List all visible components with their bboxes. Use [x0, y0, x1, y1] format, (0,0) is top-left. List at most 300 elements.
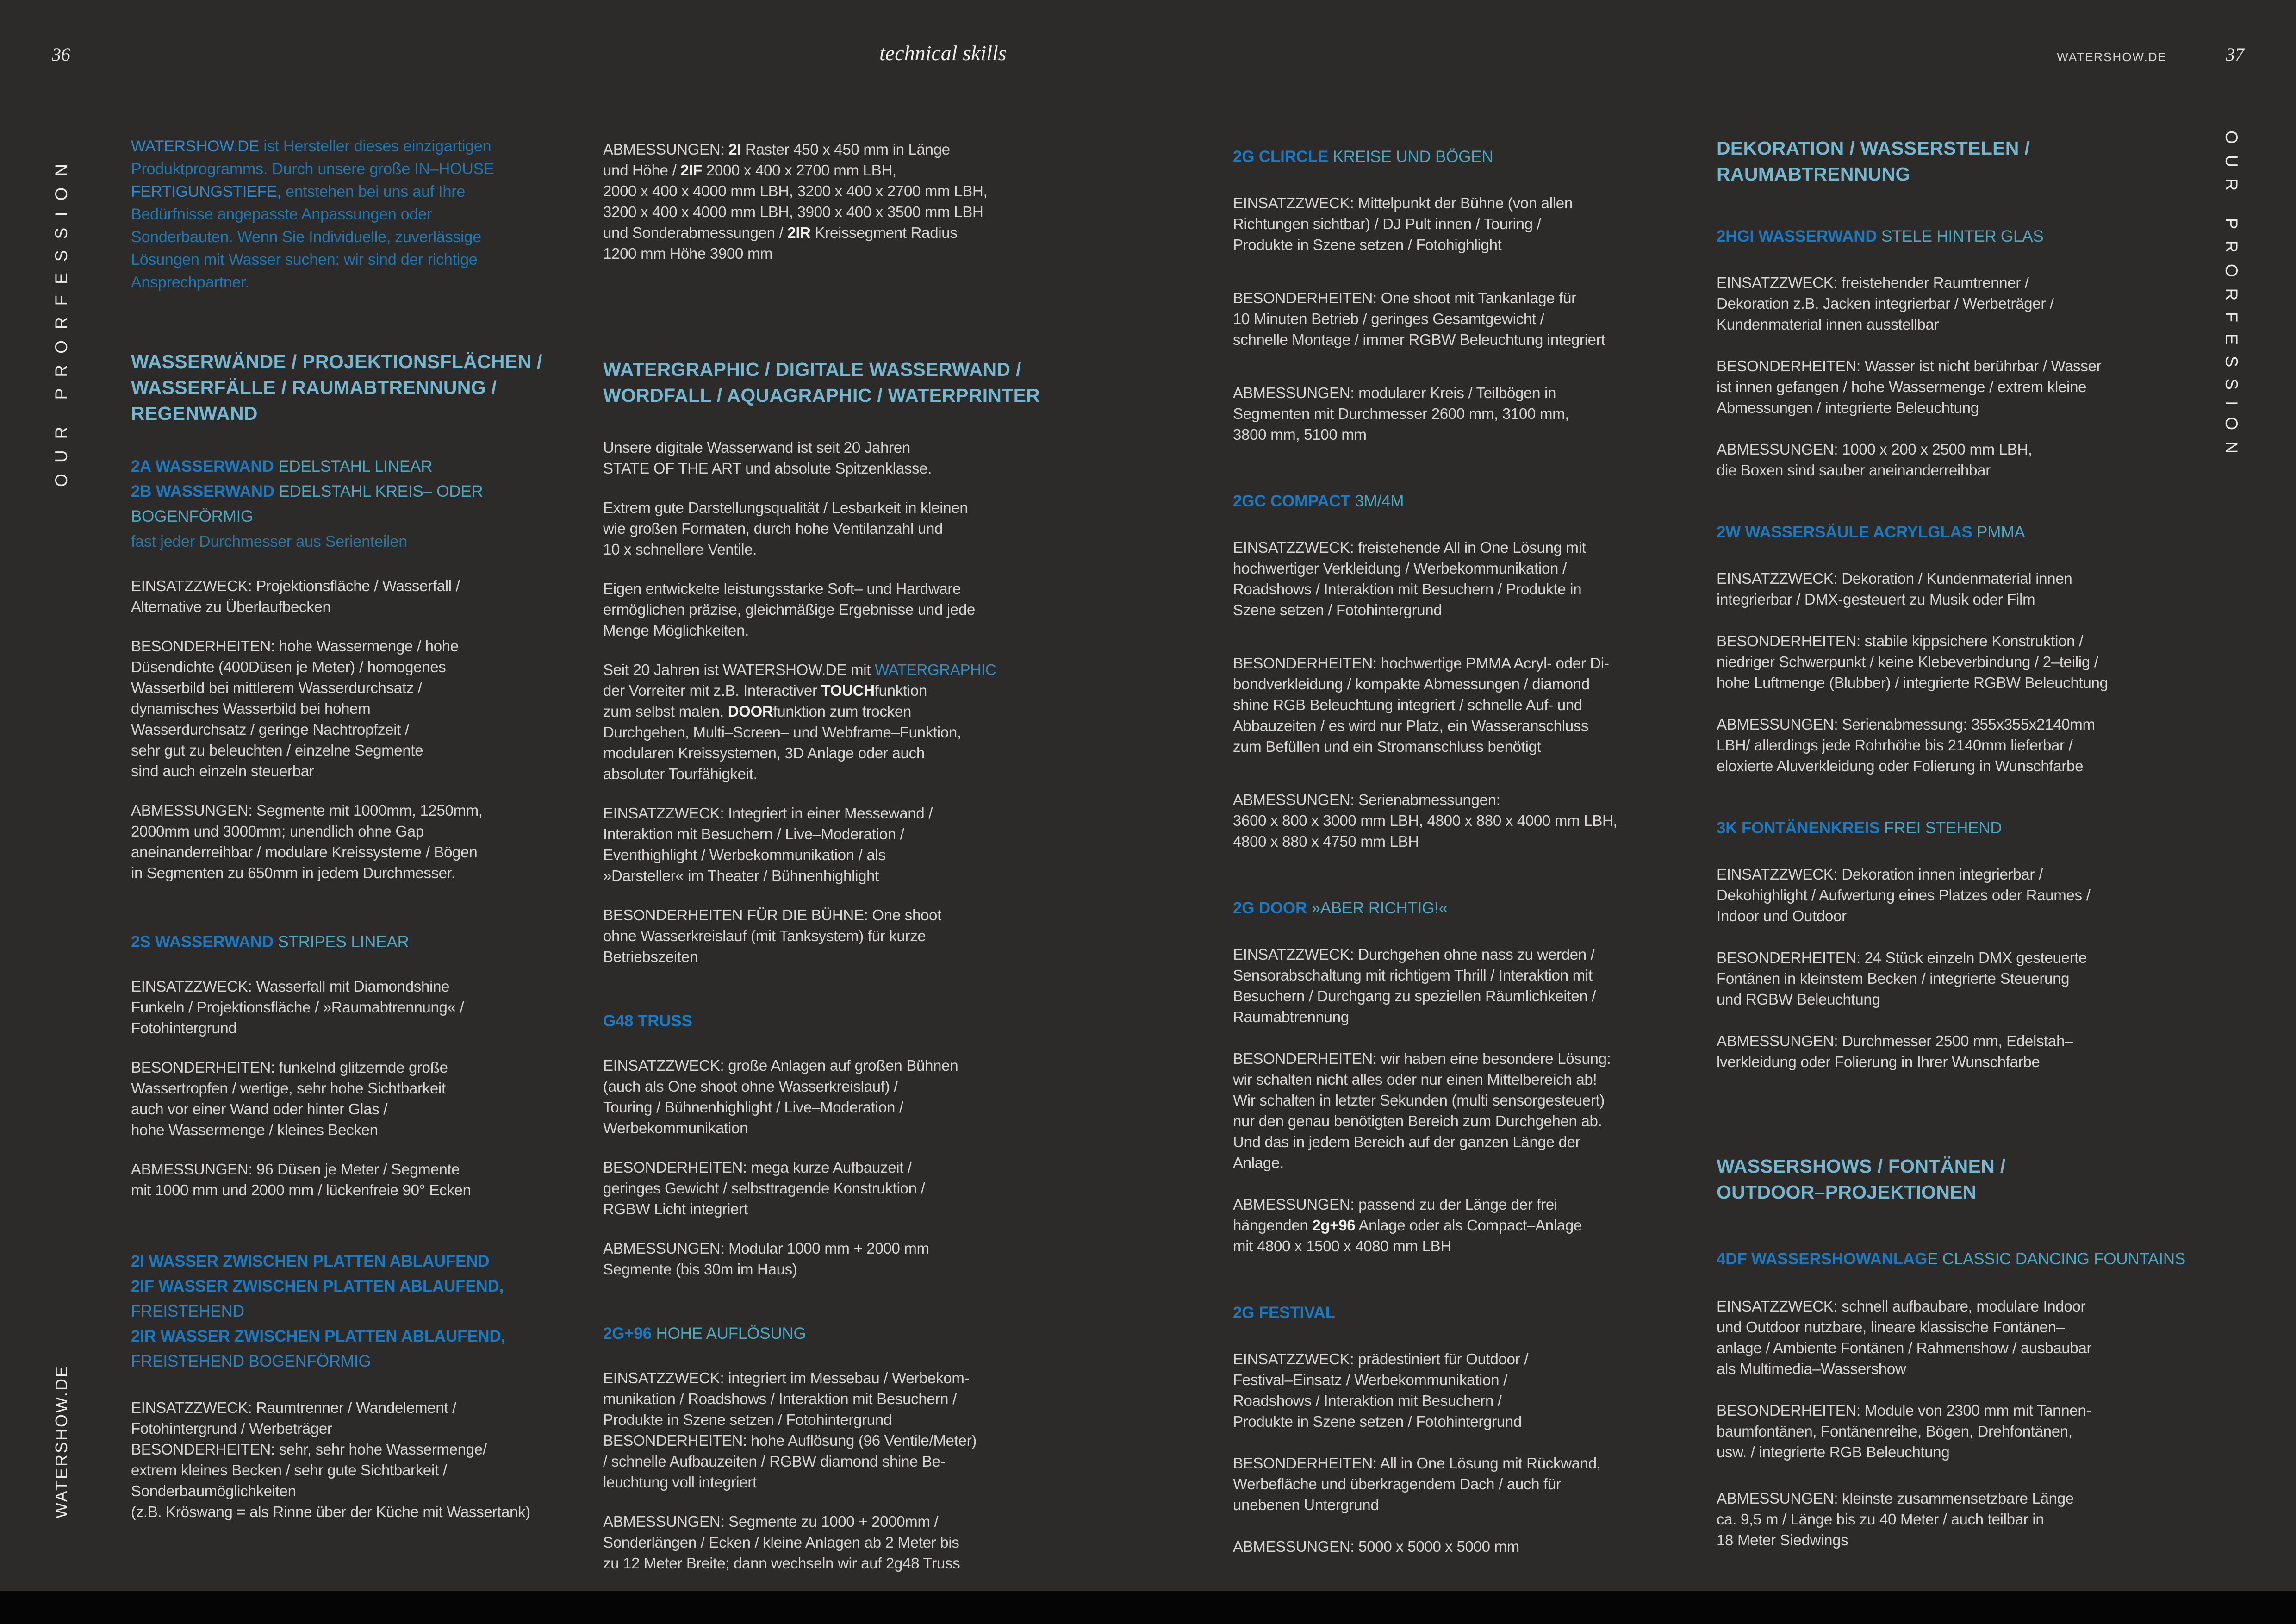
text-segment: EINSATZZWECK: freistehende All in One Lösung mit — [1233, 539, 1586, 556]
text-block — [1233, 1194, 1705, 1256]
text-line — [1717, 906, 2193, 926]
text-segment: Extrem gute Darstellungsqualität / Lesbarkeit in kleinen — [603, 499, 968, 516]
text-line — [131, 1439, 594, 1460]
text-segment: Lösungen mit Wasser suchen: wir sind der richtige — [131, 251, 478, 269]
text-segment: 2A WASSERWAND — [131, 457, 274, 475]
text-line — [603, 518, 1070, 539]
text-segment: Alternative zu Überlaufbecken — [131, 598, 331, 615]
text-segment: BESONDERHEITEN: mega kurze Aufbauzeit / — [603, 1159, 912, 1176]
text-segment: DOOR — [728, 703, 773, 720]
text-segment: hochwertiger Verkleidung / Werbekommunikation / — [1233, 560, 1567, 577]
text-segment: ABMESSUNGEN: — [603, 141, 729, 158]
text-segment: EINSATZZWECK: integriert im Messebau / Werbekom- — [603, 1369, 970, 1387]
text-block — [1233, 789, 1705, 852]
text-segment: Indoor und Outdoor — [1717, 907, 1847, 924]
text-segment: Besuchern / Durchgang zu speziellen Räumlichkeiten / — [1233, 987, 1596, 1005]
text-segment: Eigen entwickelte leistungsstarke Soft– und Hardware — [603, 580, 961, 597]
text-block — [1233, 489, 1705, 514]
text-segment: STELE HINTER GLAS — [1877, 227, 2044, 245]
text-segment: funktion zum trocken — [773, 703, 911, 720]
text-segment: anlage / Ambiente Fontänen / Rahmenshow / ausbaubar — [1717, 1339, 2092, 1356]
text-line — [1233, 1390, 1705, 1411]
text-segment: Betriebszeiten — [603, 948, 698, 965]
text-line — [603, 578, 1070, 599]
text-line — [131, 761, 594, 781]
text-segment: EINSATZZWECK: Raumtrenner / Wandelement / — [131, 1399, 456, 1416]
text-line — [1233, 329, 1705, 350]
text-segment: Festival–Einsatz / Werbekommunikation / — [1233, 1371, 1507, 1388]
text-segment: fast jeder Durchmesser aus Serienteilen — [131, 533, 407, 550]
text-line — [603, 1157, 1070, 1178]
text-line — [603, 1178, 1070, 1199]
text-block — [1233, 1453, 1705, 1515]
text-line — [603, 497, 1070, 518]
text-segment: 2IF WASSER ZWISCHEN PLATTEN ABLAUFEND, — [131, 1277, 504, 1295]
text-line — [1717, 314, 2193, 335]
text-segment: BESONDERHEITEN FÜR DIE BÜHNE: One shoot — [603, 906, 941, 924]
text-block — [603, 1157, 1070, 1219]
text-line — [603, 824, 1070, 844]
text-segment: Seit 20 Jahren ist WATERSHOW.DE mit — [603, 661, 875, 678]
text-line — [603, 1430, 1070, 1451]
text-segment: 2I WASSER ZWISCHEN PLATTEN ABLAUFEND — [131, 1252, 490, 1270]
text-segment: Raumabtrennung — [1233, 1008, 1349, 1025]
text-line — [1233, 736, 1705, 757]
text-segment: BESONDERHEITEN: hohe Wassermenge / hohe — [131, 637, 459, 655]
text-segment: 2000 x 400 x 4000 mm LBH, 3200 x 400 x 2700 mm LBH, — [603, 182, 988, 200]
text-segment: ABMESSUNGEN: 5000 x 5000 x 5000 mm — [1233, 1538, 1519, 1555]
text-block — [1717, 135, 2193, 187]
text-segment: hängenden — [1233, 1217, 1313, 1234]
text-segment: 4DF WASSERSHOWANLAG — [1717, 1250, 1928, 1268]
text-segment: ohne Wasserkreislauf (mit Tanksystem) für kurze — [603, 927, 926, 944]
text-block — [131, 1397, 594, 1522]
text-line — [131, 1099, 594, 1119]
text-line — [603, 356, 1070, 382]
text-segment: Sensorabschaltung mit richtigem Thrill / Interaktion mit — [1233, 967, 1593, 984]
text-line — [1233, 831, 1705, 852]
text-line — [1233, 287, 1705, 308]
text-line — [603, 1388, 1070, 1409]
text-segment: 1200 mm Höhe 3900 mm — [603, 245, 773, 262]
text-segment: 3800 mm, 5100 mm — [1233, 426, 1367, 443]
text-segment: 3200 x 400 x 4000 mm LBH, 3900 x 400 x 3500 mm LBH — [603, 203, 983, 220]
text-line — [1717, 1031, 2193, 1051]
text-segment: BESONDERHEITEN: wir haben eine besondere Lösung: — [1233, 1050, 1611, 1067]
text-block — [603, 139, 1070, 264]
text-line — [603, 803, 1070, 824]
text-line — [1717, 1179, 2193, 1205]
text-segment: Wasserdurchsatz / geringe Nachtropfzeit / — [131, 721, 409, 738]
text-segment: Menge Möglichkeiten. — [603, 622, 749, 639]
text-segment: WASSERSHOWS / FONTÄNEN / — [1717, 1156, 2006, 1177]
text-line — [603, 743, 1070, 763]
text-line — [1717, 735, 2193, 756]
text-line — [603, 1511, 1070, 1532]
text-line — [1717, 1509, 2193, 1530]
text-segment: Segmente (bis 30m im Haus) — [603, 1261, 797, 1278]
text-segment: 2HGI WASSERWAND — [1717, 227, 1877, 245]
text-block — [131, 1057, 594, 1140]
text-line — [131, 375, 594, 400]
text-line — [131, 575, 594, 596]
text-line — [131, 842, 594, 862]
text-line — [1717, 397, 2193, 418]
text-segment: Interaktion mit Besuchern / Live–Moderation / — [603, 825, 904, 843]
text-line — [603, 1238, 1070, 1259]
text-segment: 2IF — [680, 162, 703, 179]
text-segment: HOHE AUFLÖSUNG — [652, 1324, 806, 1343]
text-block — [603, 1368, 1070, 1493]
text-segment: Roadshows / Interaktion mit Besuchern / Produkte in — [1233, 581, 1582, 598]
text-segment: BESONDERHEITEN: Wasser ist nicht berührbar / Wasser — [1717, 357, 2102, 375]
text-segment: BESONDERHEITEN: hohe Auflösung (96 Ventile/Meter) — [603, 1432, 977, 1449]
text-segment: Sonderbaumöglichkeiten — [131, 1482, 296, 1499]
text-segment: ABMESSUNGEN: kleinste zusammensetzbare Länge — [1717, 1490, 2074, 1507]
text-line — [603, 437, 1070, 458]
text-segment: WATERGRAPHIC / DIGITALE WASSERWAND / — [603, 359, 1021, 380]
text-segment: »Darsteller« im Theater / Bühnenhighlight — [603, 867, 879, 884]
text-line — [1233, 193, 1705, 213]
column-4 — [1717, 135, 2193, 1550]
text-segment: PMMA — [1972, 523, 2025, 541]
text-block — [1717, 631, 2193, 693]
text-segment: Anlage oder als Compact–Anlage — [1355, 1217, 1582, 1234]
text-segment: BESONDERHEITEN: One shoot mit Tankanlage für — [1233, 289, 1576, 306]
text-segment: Kreissegment Radius — [810, 224, 958, 241]
text-segment: / schnelle Aufbauzeiten / RGBW diamond shine Be- — [603, 1453, 946, 1470]
text-block — [603, 803, 1070, 886]
text-segment: ermöglichen präzise, gleichmäßige Ergebnisse und jede — [603, 601, 976, 618]
text-block — [131, 454, 594, 554]
text-line — [603, 905, 1070, 925]
text-line — [131, 1349, 594, 1374]
text-line — [603, 1472, 1070, 1493]
text-line — [1233, 1131, 1705, 1152]
text-segment: G48 TRUSS — [603, 1012, 692, 1030]
text-block — [1717, 816, 2193, 841]
text-line — [603, 1321, 1070, 1346]
text-line — [1717, 756, 2193, 776]
text-block — [603, 1321, 1070, 1346]
text-segment: EINSATZZWECK: prädestiniert für Outdoor / — [1233, 1350, 1529, 1368]
text-segment: STRIPES LINEAR — [273, 933, 409, 951]
text-segment: Segmenten mit Durchmesser 2600 mm, 3100 mm, — [1233, 405, 1569, 422]
text-segment: Fotohintergrund / Werbeträger — [131, 1420, 332, 1437]
text-block — [603, 578, 1070, 641]
text-line — [131, 1501, 594, 1522]
text-segment: hohe Luftmenge (Blubber) / integrierte RGBW Beleuchtung — [1717, 674, 2108, 691]
text-segment: 2IR — [787, 224, 811, 241]
text-line — [1717, 968, 2193, 989]
text-segment: ist innen gefangen / hohe Wassermenge / extrem kleine — [1717, 378, 2087, 395]
text-line — [131, 1119, 594, 1140]
text-segment: nur den genau benötigten Bereich zum Durchgehen ab. — [1233, 1112, 1602, 1130]
text-block — [1717, 714, 2193, 776]
text-line — [603, 1055, 1070, 1076]
text-line — [1717, 947, 2193, 968]
text-block — [1233, 1300, 1705, 1325]
text-line — [1233, 424, 1705, 445]
text-line — [603, 160, 1070, 181]
text-segment: ABMESSUNGEN: modularer Kreis / Teilbögen in — [1233, 384, 1556, 401]
text-line — [131, 698, 594, 719]
text-line — [603, 243, 1070, 264]
text-segment: wie großen Formaten, durch hohe Ventilanzahl und — [603, 520, 943, 537]
text-line — [1717, 1400, 2193, 1421]
text-segment: ABMESSUNGEN: Durchmesser 2500 mm, Edelstah– — [1717, 1032, 2073, 1049]
text-segment: E CLASSIC DANCING FOUNTAINS — [1927, 1250, 2186, 1268]
text-block — [1233, 1048, 1705, 1173]
text-line — [131, 1397, 594, 1418]
text-line — [1233, 558, 1705, 579]
text-segment: LBH/ allerdings jede Rohrhöhe bis 2140mm lieferbar / — [1717, 737, 2073, 754]
text-line — [603, 1076, 1070, 1097]
column-1 — [131, 135, 594, 1522]
text-block — [1233, 537, 1705, 620]
text-segment: Sonderbauten. Wenn Sie Individuelle, zuverlässige — [131, 228, 481, 246]
text-line — [1233, 382, 1705, 403]
text-block — [131, 575, 594, 617]
text-line — [1233, 1069, 1705, 1090]
text-segment: modularen Kreissystemen, 3D Anlage oder auch — [603, 744, 925, 762]
text-line — [1233, 1411, 1705, 1432]
text-segment: 2G DOOR — [1233, 899, 1307, 917]
bottom-bar — [0, 1591, 2296, 1624]
text-block — [131, 349, 594, 426]
text-line — [1233, 1494, 1705, 1515]
text-block — [1717, 864, 2193, 926]
text-line — [1717, 885, 2193, 906]
text-line — [131, 719, 594, 740]
text-segment: Eventhighlight / Werbekommunikation / als — [603, 846, 886, 863]
text-segment: ABMESSUNGEN: Serienabmessungen: — [1233, 791, 1500, 808]
text-segment: entstehen bei uns auf Ihre — [281, 183, 466, 200]
text-line — [131, 349, 594, 375]
text-block — [603, 1055, 1070, 1138]
text-segment: zu 12 Meter Breite; dann wechseln wir auf 2g48 Truss — [603, 1555, 960, 1572]
text-segment: absoluter Tourfähigkeit. — [603, 765, 758, 782]
text-line — [603, 722, 1070, 743]
text-line — [1233, 789, 1705, 810]
text-segment: baumfontänen, Fontänenreihe, Bögen, Drehfontänen, — [1717, 1423, 2072, 1440]
text-line — [603, 382, 1070, 408]
text-line — [131, 862, 594, 883]
text-block — [1717, 568, 2193, 610]
text-line — [1233, 653, 1705, 674]
text-block — [603, 1009, 1070, 1034]
text-line — [131, 158, 594, 181]
text-line — [131, 930, 594, 955]
text-segment: FREISTEHEND BOGENFÖRMIG — [131, 1352, 371, 1370]
text-line — [1233, 1152, 1705, 1173]
text-segment: Produkte in Szene setzen / Fotohighlight — [1233, 236, 1502, 253]
text-line — [1233, 1090, 1705, 1111]
text-line — [131, 596, 594, 617]
text-segment: BESONDERHEITEN: 24 Stück einzeln DMX gesteuerte — [1717, 949, 2087, 966]
text-line — [1233, 234, 1705, 255]
text-line — [131, 181, 594, 203]
text-segment: Dekoration z.B. Jacken integrierbar / Werbeträger / — [1717, 295, 2054, 312]
text-line — [1717, 989, 2193, 1010]
text-segment: funktion — [874, 682, 927, 699]
text-line — [131, 1018, 594, 1038]
text-segment: munikation / Roadshows / Interaktion mit Besuchern / — [603, 1390, 957, 1407]
text-segment: Funkeln / Projektionsfläche / »Raumabtrennung« / — [131, 999, 464, 1016]
text-segment: 18 Meter Siedwings — [1717, 1531, 1848, 1549]
text-segment: (z.B. Kröswang = als Rinne über der Küche mit Wassertank) — [131, 1503, 530, 1520]
text-segment: zum Befüllen und ein Stromanschluss benötigt — [1233, 738, 1541, 755]
text-segment: und RGBW Beleuchtung — [1717, 991, 1880, 1008]
text-block — [1233, 1349, 1705, 1432]
text-line — [603, 680, 1070, 701]
text-segment: Dekohighlight / Aufwertung eines Platzes oder Raumes / — [1717, 887, 2091, 904]
text-line — [1717, 1358, 2193, 1379]
column-2 — [603, 139, 1070, 1574]
text-line — [131, 1460, 594, 1480]
text-line — [1233, 810, 1705, 831]
text-block — [1717, 1247, 2193, 1272]
text-segment: shine RGB Beleuchtung integriert / schnelle Auf- und — [1233, 696, 1582, 713]
text-segment: integrierbar / DMX-gesteuert zu Musik oder Film — [1717, 591, 2035, 608]
text-line — [1717, 631, 2193, 651]
text-segment: in Segmenten zu 650mm in jedem Durchmesser. — [131, 864, 455, 881]
text-block — [1717, 1488, 2193, 1550]
text-line — [131, 740, 594, 761]
text-segment: Richtungen sichtbar) / DJ Pult innen / Touring / — [1233, 215, 1541, 232]
text-line — [1717, 568, 2193, 589]
text-line — [131, 800, 594, 821]
text-segment: Wir schalten in letzter Sekunden (multi sensorgesteuert) — [1233, 1092, 1605, 1109]
text-segment: RAUMABTRENNUNG — [1717, 163, 1910, 185]
text-line — [1717, 161, 2193, 187]
text-line — [131, 997, 594, 1018]
text-segment: Szene setzen / Fotohintergrund — [1233, 601, 1442, 618]
text-line — [131, 1299, 594, 1324]
text-segment: BESONDERHEITEN: Module von 2300 mm mit Tannen- — [1717, 1402, 2091, 1419]
text-line — [603, 181, 1070, 201]
text-line — [1233, 579, 1705, 600]
text-segment: Produkte in Szene setzen / Fotohintergrund — [1233, 1413, 1522, 1430]
text-line — [1233, 213, 1705, 234]
text-line — [131, 1480, 594, 1501]
text-segment: EINSATZZWECK: Integriert in einer Messewand / — [603, 805, 933, 822]
text-block — [1717, 520, 2193, 545]
text-block — [1717, 224, 2193, 249]
text-line — [1717, 1488, 2193, 1509]
text-line — [1233, 1236, 1705, 1256]
text-segment: Fotohintergrund — [131, 1019, 237, 1037]
text-segment: 4800 x 880 x 4750 mm LBH — [1233, 833, 1419, 850]
text-segment: Raster 450 x 450 mm in Länge — [741, 141, 950, 158]
text-line — [131, 1180, 594, 1200]
text-segment: 2S WASSERWAND — [131, 933, 274, 951]
text-line — [1717, 224, 2193, 249]
text-line — [1233, 1300, 1705, 1325]
text-block — [1717, 1296, 2193, 1379]
text-line — [603, 1199, 1070, 1219]
text-segment: Wasserbild bei mittlerem Wasserdurchsatz / — [131, 679, 422, 696]
text-block — [1717, 947, 2193, 1010]
text-line — [603, 222, 1070, 243]
text-line — [603, 1259, 1070, 1280]
text-block — [1233, 193, 1705, 255]
text-block — [1233, 653, 1705, 757]
text-line — [131, 135, 594, 158]
text-line — [603, 620, 1070, 641]
text-line — [1233, 489, 1705, 514]
text-segment: Düsendichte (400Düsen je Meter) / homogenes — [131, 658, 446, 675]
text-segment: ist Hersteller dieses einzigartigen — [259, 137, 492, 155]
text-line — [1717, 1051, 2193, 1072]
text-segment: WASSERWÄNDE / PROJEKTIONSFLÄCHEN / — [131, 351, 542, 372]
text-line — [603, 1097, 1070, 1118]
text-segment: 3M/4M — [1350, 492, 1404, 510]
text-segment: als Multimedia–Wassershow — [1717, 1360, 1906, 1377]
text-line — [1717, 272, 2193, 293]
text-block — [1717, 1153, 2193, 1205]
text-segment: bondverkleidung / kompakte Abmessungen / diamond — [1233, 675, 1590, 693]
text-line — [1717, 439, 2193, 460]
text-line — [1717, 672, 2193, 693]
text-block — [603, 1511, 1070, 1574]
text-segment: EINSATZZWECK: Durchgehen ohne nass zu werden / — [1233, 946, 1595, 963]
text-line — [131, 1274, 594, 1299]
text-line — [131, 226, 594, 249]
text-line — [1233, 1111, 1705, 1131]
text-segment: Sonderlängen / Ecken / kleine Anlagen ab 2 Meter bis — [603, 1534, 959, 1551]
text-segment: 3600 x 800 x 3000 mm LBH, 4800 x 880 x 4000 mm LBH, — [1233, 812, 1618, 829]
text-block — [1717, 439, 2193, 481]
text-block — [1717, 1031, 2193, 1072]
text-line — [1717, 1530, 2193, 1550]
text-segment: ABMESSUNGEN: Modular 1000 mm + 2000 mm — [603, 1240, 929, 1257]
text-line — [131, 271, 594, 294]
text-line — [1717, 460, 2193, 481]
text-segment: TOUCH — [821, 682, 875, 699]
text-segment: auch vor einer Wand oder hinter Glas / — [131, 1100, 388, 1118]
text-block — [1717, 356, 2193, 418]
text-segment: 2IR WASSER ZWISCHEN PLATTEN ABLAUFEND, — [131, 1327, 506, 1345]
text-line — [1233, 600, 1705, 620]
text-segment: EINSATZZWECK: Projektionsfläche / Wasserfall / — [131, 577, 460, 594]
text-line — [131, 1418, 594, 1439]
text-segment: Anlage. — [1233, 1154, 1284, 1171]
text-segment: und Höhe / — [603, 162, 681, 179]
text-segment: RGBW Licht integriert — [603, 1200, 748, 1218]
text-block — [1233, 382, 1705, 445]
text-line — [603, 201, 1070, 222]
text-segment: 2G+96 — [603, 1324, 652, 1343]
text-line — [603, 458, 1070, 479]
text-line — [131, 1324, 594, 1349]
text-line — [1233, 694, 1705, 715]
text-block — [1717, 272, 2193, 335]
text-segment: BESONDERHEITEN: All in One Lösung mit Rückwand, — [1233, 1455, 1601, 1472]
text-segment: niedriger Schwerpunkt / keine Klebeverbindung / 2–teilig / — [1717, 653, 2098, 670]
text-line — [131, 504, 594, 529]
text-block — [131, 135, 594, 294]
text-line — [1717, 135, 2193, 161]
text-line — [131, 1159, 594, 1180]
text-segment: EINSATZZWECK: Dekoration innen integrierbar / — [1717, 866, 2043, 883]
text-block — [131, 800, 594, 883]
text-segment: lverkleidung oder Folierung in Ihrer Wunschfarbe — [1717, 1053, 2040, 1070]
text-segment: BESONDERHEITEN: funkelnd glitzernde große — [131, 1059, 448, 1076]
text-line — [131, 1078, 594, 1099]
text-block — [603, 659, 1070, 784]
text-segment: »ABER RICHTIG!« — [1307, 899, 1448, 917]
